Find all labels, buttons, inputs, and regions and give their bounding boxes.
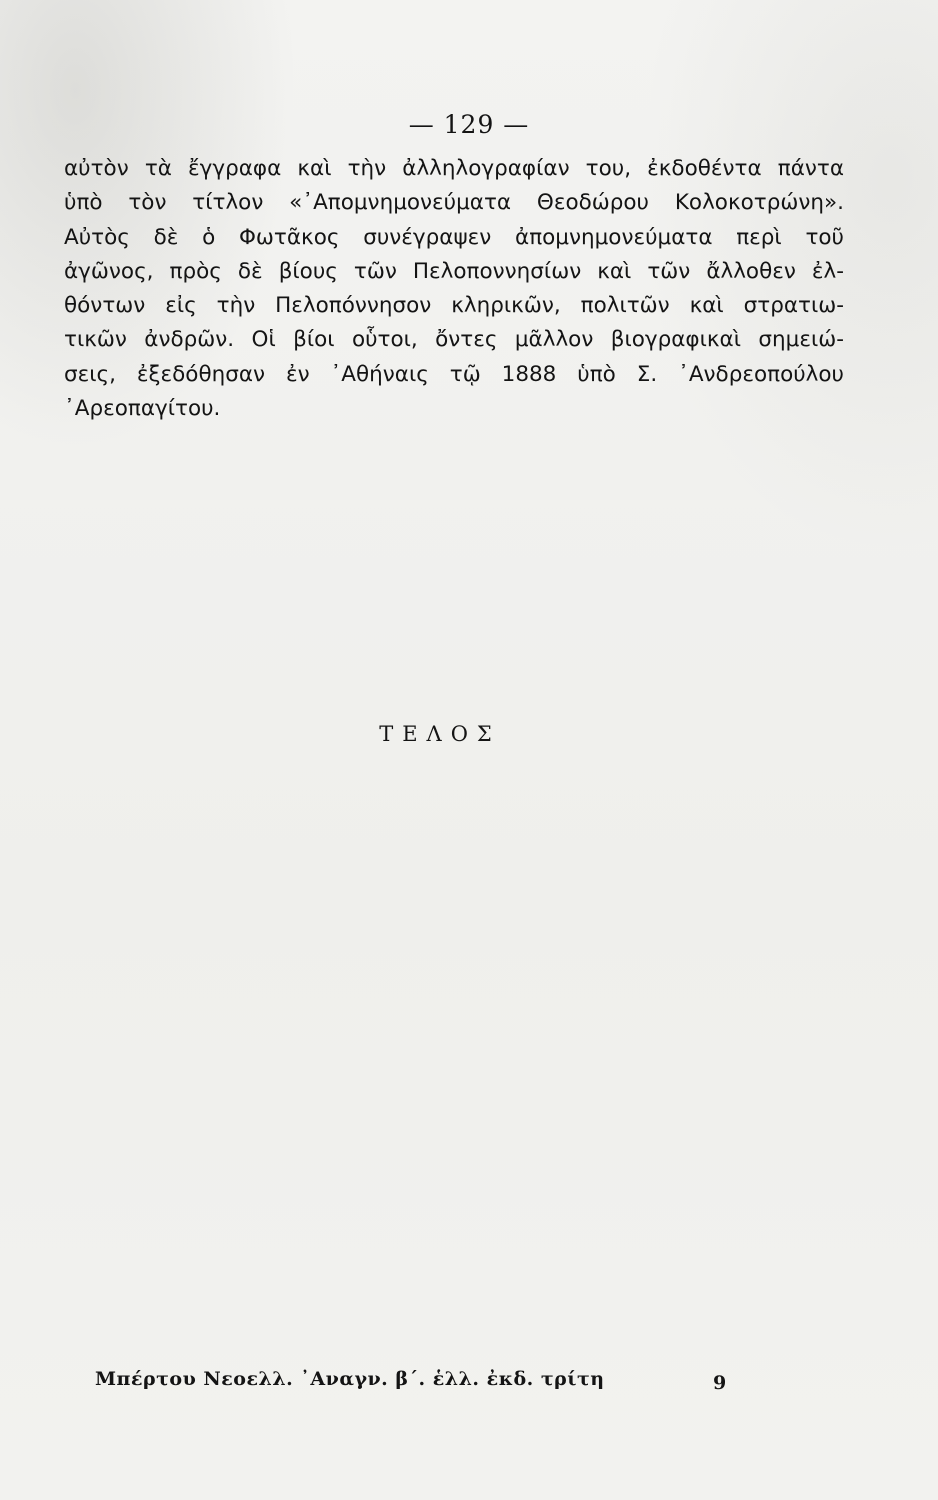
- text-line: αὐτὸν τὰ ἔγγραφα καὶ τὴν ἀλληλογραφίαν του, ἐκδοθέντα πάντα: [64, 156, 844, 181]
- text-line: τικῶν ἀνδρῶν. Οἱ βίοι οὗτοι, ὄντες μᾶλλον βιογραφικαὶ σημειώ-: [64, 327, 844, 353]
- signature-mark: 9: [713, 1372, 727, 1394]
- text-line: ᾿Αρεοπαγίτου.: [64, 396, 221, 422]
- text-line: σεις, ἐξεδόθησαν ἐν ᾿Αθήναις τῷ 1888 ὑπὸ Σ. ᾿Ανδρεοπούλου: [64, 361, 844, 387]
- text-line: θόντων εἰς τὴν Πελοπόννησον κληρικῶν, πολιτῶν καὶ στρατιω-: [64, 293, 844, 319]
- text-line: Αὐτὸς δὲ ὁ Φωτᾶκος συνέγραψεν ἀπομνημονεύματα περὶ τοῦ: [64, 224, 844, 250]
- text-line: ἀγῶνος, πρὸς δὲ βίους τῶν Πελοποννησίων καὶ τῶν ἄλλοθεν ἐλ-: [64, 258, 844, 284]
- text-line: ὑπὸ τὸν τίτλον «᾿Απομνημονεύματα Θεοδώρου Κολοκοτρώνη».: [64, 190, 844, 216]
- body-paragraph: [64, 152, 844, 426]
- end-heading: ΤΕΛΟΣ: [379, 722, 501, 746]
- page-number: — 129 —: [408, 110, 530, 139]
- footer-imprint: Μπέρτου Νεοελλ. ᾿Αναγν. β΄. ἑλλ. ἐκδ. τρίτη: [95, 1368, 605, 1390]
